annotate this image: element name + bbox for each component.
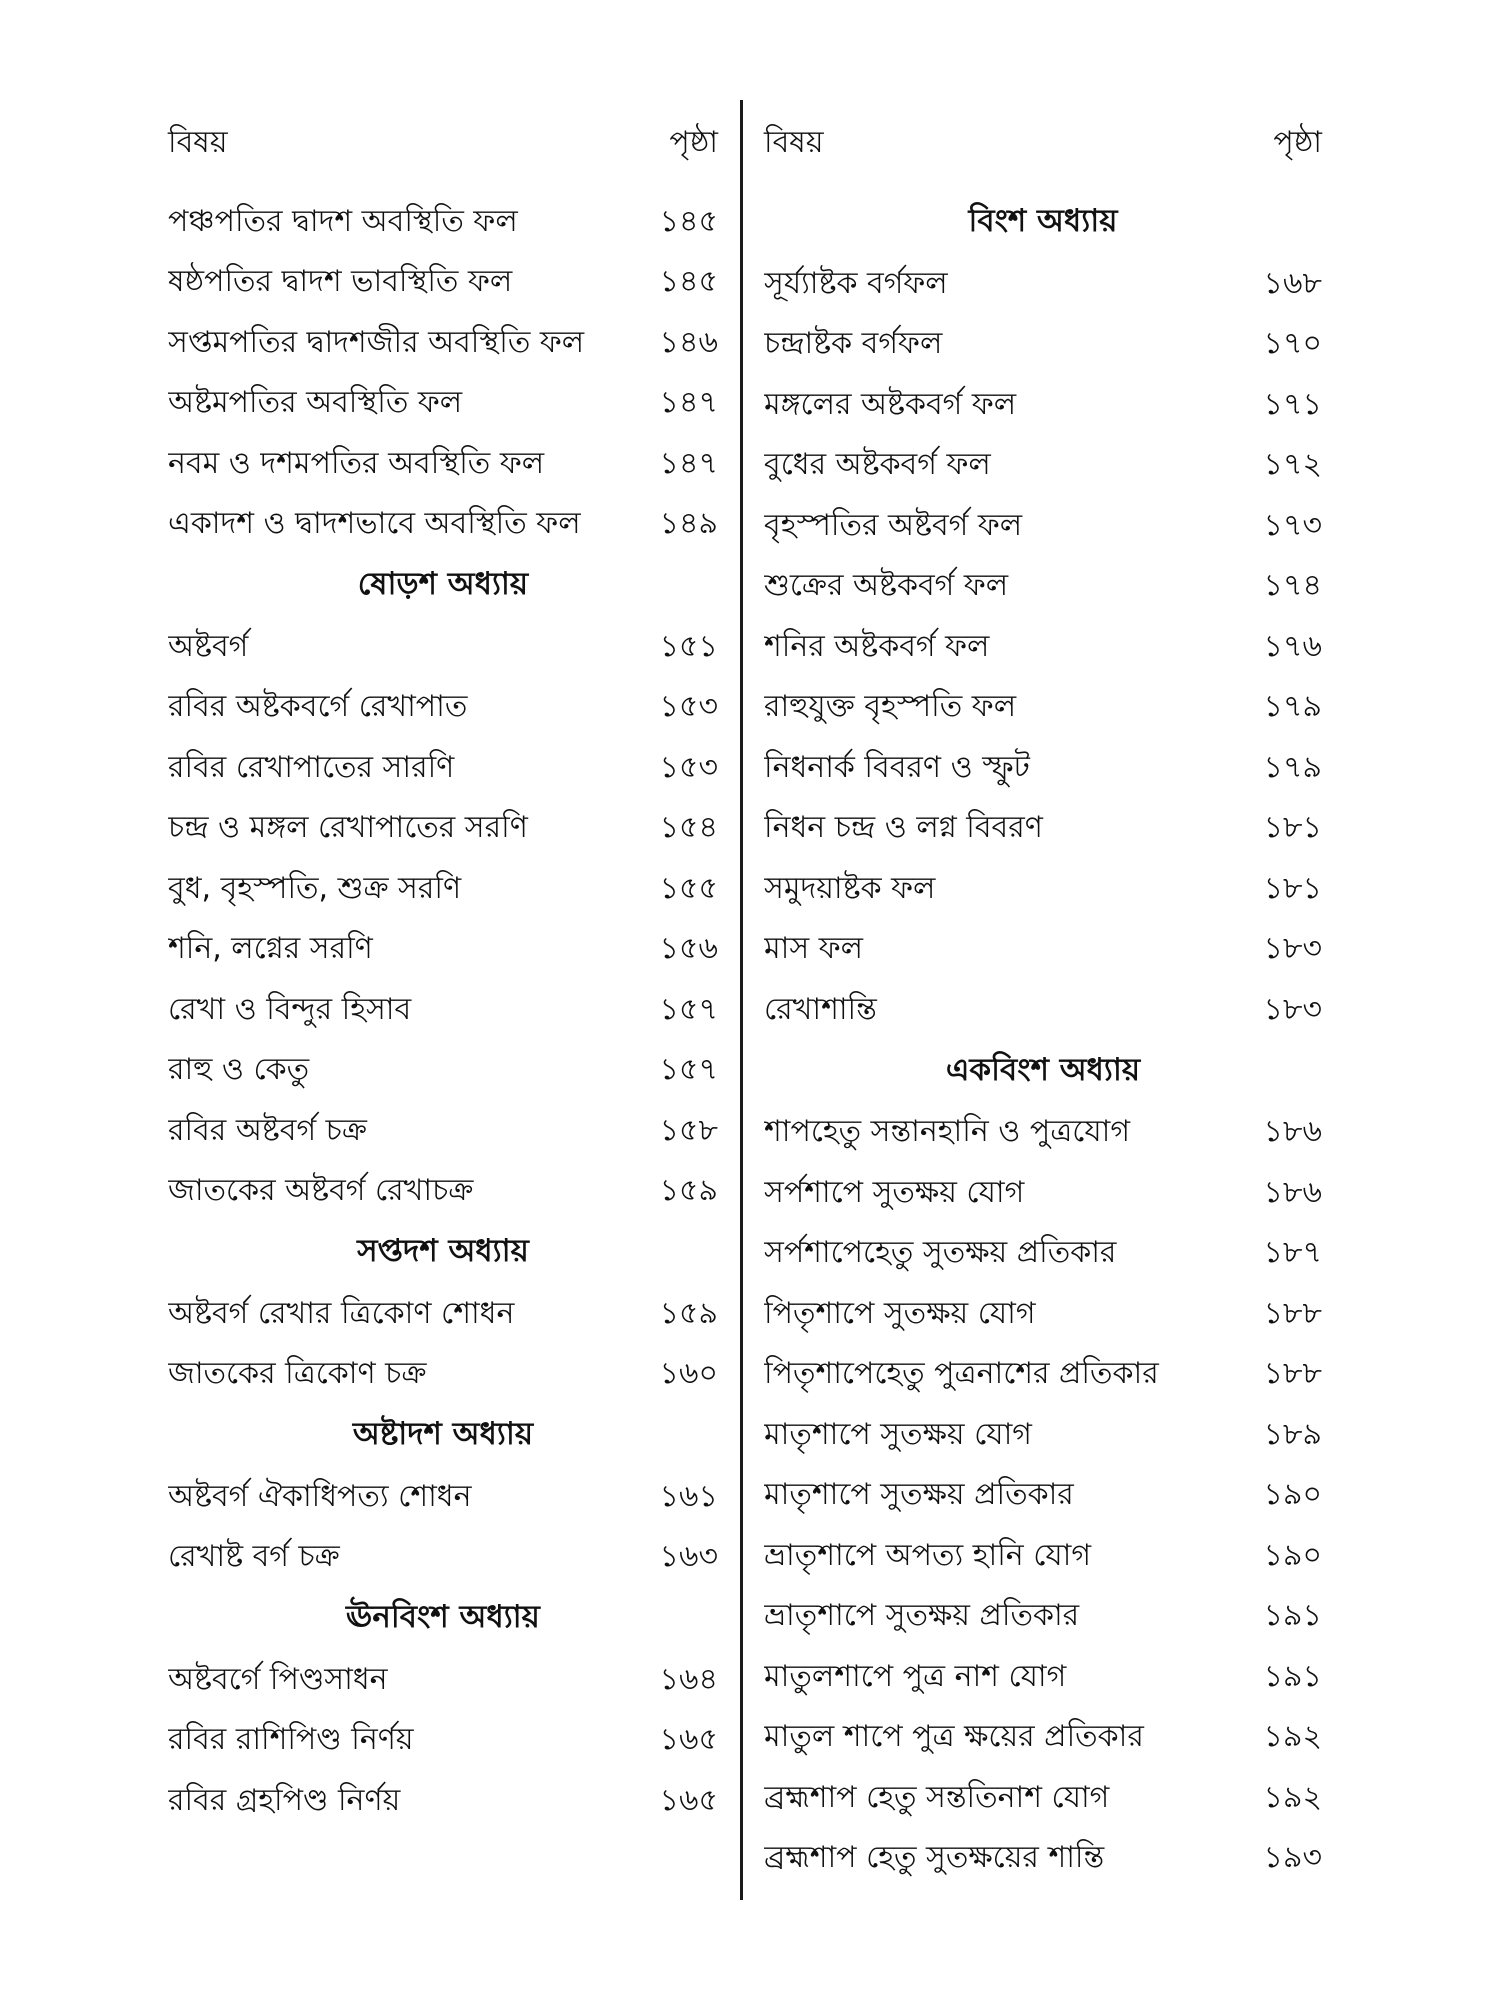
toc-entry (168, 434, 718, 495)
toc-entry (764, 1163, 1322, 1224)
entry-page-number: ১৬০ (659, 1356, 718, 1392)
entry-page-number: ১৮১ (1263, 870, 1322, 906)
entry-title: ব্রহ্মশাপ হেতু সন্ততিনাশ যোগ (764, 1779, 1110, 1815)
entry-page-number: ১৪৫ (659, 203, 718, 239)
entry-page-number: ১৭৯ (1263, 749, 1322, 785)
entry-title: বুধের অষ্টকবর্গ ফল (764, 447, 991, 483)
toc-entry (764, 1345, 1322, 1406)
toc-entry (764, 859, 1322, 920)
entry-title: রেখা ও বিন্দুর হিসাব (168, 991, 412, 1027)
entry-page-number: ১৮৬ (1263, 1114, 1322, 1150)
toc-entry (764, 617, 1322, 678)
toc-entry (764, 1526, 1322, 1587)
toc-entry (168, 738, 718, 799)
entry-title: সর্পশাপে সুতক্ষয় যোগ (764, 1174, 1025, 1210)
entry-title: অষ্টবর্গ ঐকাধিপত্য শোধন (168, 1478, 472, 1514)
entry-page-number: ১৪৬ (659, 324, 718, 360)
toc-entry (168, 920, 718, 981)
entry-title: রবির রেখাপাতের সারণি (168, 749, 455, 785)
toc-entry (168, 495, 718, 556)
entry-title: মঙ্গলের অষ্টকবর্গ ফল (764, 386, 1017, 422)
entry-page-number: ১৫৬ (659, 931, 718, 967)
entry-page-number: ১৭১ (1263, 386, 1322, 422)
toc-entry (168, 313, 718, 374)
entry-title: নিধন চন্দ্র ও লগ্ন বিবরণ (764, 810, 1043, 846)
entry-page-number: ১৬৫ (659, 1722, 718, 1758)
toc-entry (764, 1647, 1322, 1708)
entry-title: বুধ, বৃহস্পতি, শুক্র সরণি (168, 870, 462, 906)
entry-title: রেখাশান্তি (764, 991, 877, 1027)
entry-title: ব্রহ্মশাপ হেতু সুতক্ষয়ের শান্তি (764, 1840, 1105, 1876)
entry-page-number: ১৫৪ (659, 810, 718, 846)
toc-entry (168, 1101, 718, 1162)
entry-title: অষ্টবর্গ রেখার ত্রিকোণ শোধন (168, 1295, 515, 1331)
entry-page-number: ১৫৭ (659, 1052, 718, 1088)
entry-page-number: ১৪৭ (659, 445, 718, 481)
entry-title: বৃহস্পতির অষ্টবর্গ ফল (764, 507, 1023, 543)
entry-page-number: ১৪৭ (659, 385, 718, 421)
toc-entry (764, 1103, 1322, 1164)
entry-title: শুক্রের অষ্টকবর্গ ফল (764, 568, 1009, 604)
entry-title: ভ্রাতৃশাপে অপত্য হানি যোগ (764, 1537, 1092, 1573)
chapter-heading: অষ্টাদশ অধ্যায় (352, 1416, 534, 1452)
toc-entry (168, 1041, 718, 1102)
entry-page-number: ১৬১ (659, 1478, 718, 1514)
chapter-heading: ঊনবিংশ অধ্যায় (346, 1599, 540, 1635)
toc-entry (168, 678, 718, 739)
entry-page-number: ১৮৮ (1263, 1356, 1322, 1392)
entry-page-number: ১৮৬ (1263, 1174, 1322, 1210)
entry-page-number: ১৯০ (1263, 1537, 1322, 1573)
entry-title: রেখাষ্ট বর্গ চক্র (168, 1539, 340, 1575)
entry-page-number: ১৮৮ (1263, 1295, 1322, 1331)
toc-entry (764, 980, 1322, 1041)
entry-page-number: ১৮৭ (1263, 1235, 1322, 1271)
entry-page-number: ১৯০ (1263, 1477, 1322, 1513)
entry-title: জাতকের ত্রিকোণ চক্র (168, 1356, 427, 1392)
entry-title: সূর্য্যাষ্টক বর্গফল (764, 265, 948, 301)
entry-title: রবির অষ্টবর্গ চক্র (168, 1112, 367, 1148)
entry-title: চন্দ্র ও মঙ্গল রেখাপাতের সরণি (168, 810, 528, 846)
entry-title: ভ্রাতৃশাপে সুতক্ষয় প্রতিকার (764, 1598, 1080, 1634)
page-label: পৃষ্ঠা (669, 125, 718, 160)
chapter-heading: একবিংশ অধ্যায় (945, 1051, 1141, 1088)
entry-title: শনি, লগ্নের সরণি (168, 931, 373, 967)
toc-entry (764, 678, 1322, 739)
entry-page-number: ১৯২ (1263, 1779, 1322, 1815)
entry-title: মাতৃশাপে সুতক্ষয় প্রতিকার (764, 1477, 1074, 1513)
toc-entry (764, 799, 1322, 860)
entry-page-number: ১৫৮ (659, 1112, 718, 1148)
entry-title: রবির রাশিপিণ্ড নির্ণয় (168, 1722, 414, 1758)
entry-title: অষ্টবর্গে পিণ্ডসাধন (168, 1661, 388, 1697)
entry-page-number: ১৯২ (1263, 1719, 1322, 1755)
toc-entry (764, 1708, 1322, 1769)
entry-title: পিতৃশাপে সুতক্ষয় যোগ (764, 1295, 1036, 1331)
toc-entry (764, 436, 1322, 497)
entry-title: মাতুল শাপে পুত্র ক্ষয়ের প্রতিকার (764, 1719, 1144, 1755)
entry-title: মাস ফল (764, 931, 863, 967)
toc-entry (168, 859, 718, 920)
entry-page-number: ১৫৫ (659, 870, 718, 906)
left-column-header (168, 118, 718, 178)
entry-page-number: ১৮৯ (1263, 1416, 1322, 1452)
toc-entry (168, 799, 718, 860)
entry-page-number: ১৯১ (1263, 1658, 1322, 1694)
toc-entry (764, 1284, 1322, 1345)
page-label: পৃষ্ঠা (1273, 125, 1322, 160)
entry-page-number: ১৭৬ (1263, 628, 1322, 664)
left-column (168, 118, 718, 1832)
entry-page-number: ১৫৭ (659, 991, 718, 1027)
toc-entry (168, 374, 718, 435)
entry-title: সপ্তমপতির দ্বাদশজীর অবস্থিতি ফল (168, 324, 585, 360)
entry-title: সর্পশাপেহেতু সুতক্ষয় প্রতিকার (764, 1235, 1117, 1271)
toc-entry (168, 1711, 718, 1772)
entry-title: নবম ও দশমপতির অবস্থিতি ফল (168, 445, 545, 481)
entry-page-number: ১৭২ (1263, 447, 1322, 483)
entry-title: মাতুলশাপে পুত্র নাশ যোগ (764, 1658, 1067, 1694)
entry-page-number: ১৫৩ (659, 689, 718, 725)
entry-page-number: ১৪৯ (659, 506, 718, 542)
toc-entry (764, 1768, 1322, 1829)
entry-page-number: ১৮৩ (1263, 991, 1322, 1027)
toc-entry (764, 254, 1322, 315)
entry-title: রাহুযুক্ত বৃহস্পতি ফল (764, 689, 1017, 725)
toc-entry (764, 920, 1322, 981)
entry-page-number: ১৮৩ (1263, 931, 1322, 967)
chapter-heading: ষোড়শ অধ্যায় (357, 566, 529, 602)
toc-entry (168, 1650, 718, 1711)
right-entry-list (764, 192, 1322, 1889)
entry-title: শাপহেতু সন্তানহানি ও পুত্রযোগ (764, 1114, 1130, 1150)
toc-entry (764, 315, 1322, 376)
toc-entry (764, 1405, 1322, 1466)
entry-title: অষ্টমপতির অবস্থিতি ফল (168, 385, 463, 421)
entry-page-number: ১৯৩ (1263, 1840, 1322, 1876)
entry-title: পিতৃশাপেহেতু পুত্রনাশের প্রতিকার (764, 1356, 1159, 1392)
entry-title: রবির অষ্টকবর্গে রেখাপাত (168, 689, 468, 725)
entry-page-number: ১৫৯ (659, 1173, 718, 1209)
toc-entry (764, 557, 1322, 618)
entry-title: অষ্টবর্গ (168, 628, 249, 664)
entry-page-number: ১৯১ (1263, 1598, 1322, 1634)
entry-page-number: ১৫১ (659, 628, 718, 664)
toc-entry (764, 1829, 1322, 1890)
entry-page-number: ১৭০ (1263, 326, 1322, 362)
toc-entry (764, 496, 1322, 557)
toc-entry (168, 1345, 718, 1406)
entry-page-number: ১৬৩ (659, 1539, 718, 1575)
subject-label: বিষয় (168, 125, 228, 160)
entry-page-number: ১৭৩ (1263, 507, 1322, 543)
toc-entry (168, 1284, 718, 1345)
entry-page-number: ১৪৫ (659, 264, 718, 300)
toc-entry (168, 617, 718, 678)
entry-title: একাদশ ও দ্বাদশভাবে অবস্থিতি ফল (168, 506, 581, 542)
entry-page-number: ১৬৪ (659, 1661, 718, 1697)
toc-entry (764, 1224, 1322, 1285)
entry-page-number: ১৫৯ (659, 1295, 718, 1331)
chapter-heading: বিংশ অধ্যায় (968, 203, 1118, 239)
entry-title: পঞ্চপতির দ্বাদশ অবস্থিতি ফল (168, 203, 518, 239)
chapter-heading: সপ্তদশ অধ্যায় (357, 1233, 529, 1269)
entry-page-number: ১৮১ (1263, 810, 1322, 846)
entry-title: রবির গ্রহপিণ্ড নির্ণয় (168, 1782, 401, 1818)
toc-entry (764, 1587, 1322, 1648)
entry-title: চন্দ্রাষ্টক বর্গফল (764, 326, 943, 362)
toc-entry (168, 1528, 718, 1589)
column-divider (740, 100, 743, 1900)
entry-title: সমুদয়াষ্টক ফল (764, 870, 936, 906)
entry-page-number: ১৬৮ (1263, 265, 1322, 301)
right-column (764, 118, 1322, 1889)
entry-page-number: ১৬৫ (659, 1782, 718, 1818)
left-entry-list (168, 192, 718, 1832)
entry-title: শনির অষ্টকবর্গ ফল (764, 628, 990, 664)
toc-entry (168, 980, 718, 1041)
toc-entry (764, 738, 1322, 799)
entry-page-number: ১৫৩ (659, 749, 718, 785)
toc-entry (168, 1467, 718, 1528)
toc-entry (168, 1771, 718, 1832)
toc-entry (764, 1466, 1322, 1527)
entry-title: নিধনার্ক বিবরণ ও স্ফুট (764, 749, 1030, 785)
entry-title: মাতৃশাপে সুতক্ষয় যোগ (764, 1416, 1032, 1452)
toc-entry (168, 1162, 718, 1223)
entry-title: ষষ্ঠপতির দ্বাদশ ভাবস্থিতি ফল (168, 264, 513, 300)
entry-title: জাতকের অষ্টবর্গ রেখাচক্র (168, 1173, 474, 1209)
toc-entry (168, 253, 718, 314)
subject-label: বিষয় (764, 125, 824, 160)
toc-entry (764, 375, 1322, 436)
right-column-header (764, 118, 1322, 178)
toc-entry (168, 192, 718, 253)
entry-title: রাহু ও কেতু (168, 1052, 310, 1088)
entry-page-number: ১৭৪ (1263, 568, 1322, 604)
entry-page-number: ১৭৯ (1263, 689, 1322, 725)
